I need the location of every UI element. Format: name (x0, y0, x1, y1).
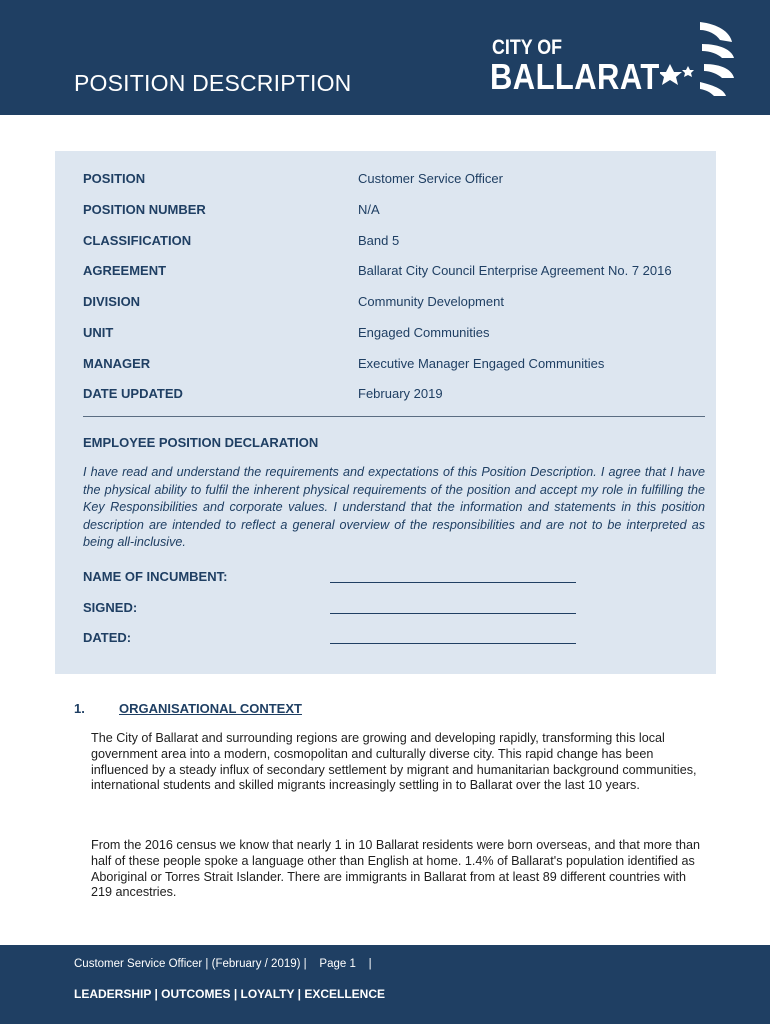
detail-label: POSITION (83, 171, 146, 186)
footer-doc-info: Customer Service Officer | (February / 2019) | Page 1 | (74, 958, 372, 970)
signature-field-label: NAME OF INCUMBENT: (83, 569, 228, 584)
detail-label: AGREEMENT (83, 263, 167, 278)
signature-line[interactable] (330, 613, 576, 614)
section-title: ORGANISATIONAL CONTEXT (119, 701, 302, 716)
detail-label: MANAGER (83, 356, 151, 371)
declaration-text: I have read and understand the requirements and expectations of this Position Description. I agree that I have the physical ability to fulfil the inherent physical requirements of the position and accept my role in fulfilling the Key Responsibilities and corporate values. I understand that the information and statements in this position description are intended to reflect a general overview of the responsibilities and are not to be interpreted as being all-inclusive. (83, 465, 705, 550)
detail-label: CLASSIFICATION (83, 233, 192, 248)
paragraph: The City of Ballarat and surrounding regions are growing and developing rapidly, transforming this local government area into a modern, cosmopolitan and culturally diverse city. This rapid change has been influenced by a steady influx of secondary settlement by migrant and humanitarian background communities, international students and skilled migrants increasingly settling in to Ballarat over the last 10 years. (91, 731, 697, 793)
detail-label: UNIT (83, 325, 114, 340)
signature-field-label: DATED: (83, 630, 132, 645)
signature-line[interactable] (330, 643, 576, 644)
detail-label: DATE UPDATED (83, 386, 183, 401)
detail-value: N/A (358, 202, 380, 217)
position-details-panel (55, 151, 716, 674)
section-number: 1. (74, 701, 85, 716)
signature-line[interactable] (330, 582, 576, 583)
detail-value: Community Development (358, 294, 504, 309)
signature-field-label: SIGNED: (83, 600, 138, 615)
detail-value: Customer Service Officer (358, 171, 503, 186)
section-divider (83, 416, 705, 417)
declaration-title: EMPLOYEE POSITION DECLARATION (83, 435, 319, 450)
detail-value: February 2019 (358, 386, 443, 401)
footer-values: LEADERSHIP | OUTCOMES | LOYALTY | EXCELLENCE (74, 987, 386, 1001)
detail-label: POSITION NUMBER (83, 202, 206, 217)
page-footer (0, 945, 770, 1024)
southern-cross-ribbon-icon (660, 20, 736, 98)
logo-ballarat-text: BALLARAT (490, 56, 660, 97)
page-header (0, 0, 770, 115)
paragraph: From the 2016 census we know that nearly 1 in 10 Ballarat residents were born overseas, and that more than half of these people spoke a language other than English at home. 1.4% of Ballarat's population identified as Aboriginal or Torres Strait Islander. There are immigrants in Ballarat from at least 89 different countries with 219 ancestries. (91, 838, 701, 900)
city-of-ballarat-logo (490, 20, 740, 100)
detail-value: Ballarat City Council Enterprise Agreement No. 7 2016 (358, 263, 672, 278)
detail-label: DIVISION (83, 294, 141, 309)
detail-value: Engaged Communities (358, 325, 490, 340)
detail-value: Band 5 (358, 233, 400, 248)
page-title: POSITION DESCRIPTION (74, 70, 352, 96)
logo-city-of-text: CITY OF (492, 36, 563, 59)
detail-value: Executive Manager Engaged Communities (358, 356, 605, 371)
